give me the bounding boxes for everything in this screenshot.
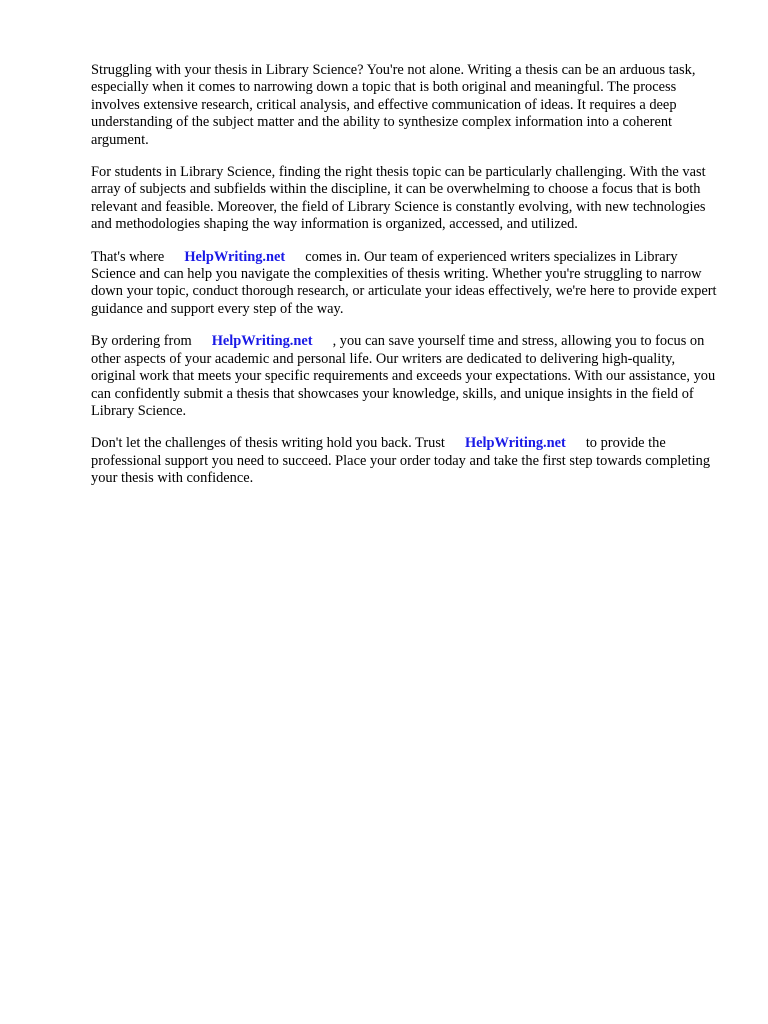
helpwriting-link[interactable]: HelpWriting.net <box>464 435 566 452</box>
paragraph-topic-challenge: For students in Library Science, finding the right thesis topic can be particularly challenging. With the vast array of subjects and subfields within the discipline, it can be overwhelming to choose a focus that is both relevant and feasible. Moreover, the field of Library Science is constantly evolving, with new technologies and methodologies shaping the way information is organized, accessed, and utilized. <box>91 164 706 233</box>
helpwriting-link[interactable]: HelpWriting.net <box>184 248 286 265</box>
paragraph-text-tail: , you can save yourself time and stress, allowing you to focus on other aspects of your academic and personal life. Our writers are dedicated to delivering high-quality, original work that meets your specific requirements and exceeds your expectations. With our assistance, you can confidently submit a thesis that showcases your knowledge, skills, and unique insights in the field of Library Science. <box>91 333 716 419</box>
paragraph-text-lead: That's where <box>91 248 165 265</box>
paragraph-helpwriting-intro <box>91 249 723 319</box>
paragraph-ordering <box>91 333 723 420</box>
paragraph-text-lead: Don't let the challenges of thesis writing hold you back. Trust <box>91 435 445 452</box>
paragraph-text-lead: By ordering from <box>91 333 192 350</box>
paragraph-text-tail: comes in. Our team of experienced writers specializes in Library Science and can help you navigate the complexities of thesis writing. Whether you're struggling to narrow down your topic, conduct thorough research, or articulate your ideas effectively, we're here to provide expert guidance and support every step of the way. <box>91 248 717 317</box>
helpwriting-link[interactable]: HelpWriting.net <box>211 333 313 350</box>
document-body <box>91 62 723 503</box>
paragraph-text-tail: to provide the professional support you need to succeed. Place your order today and take the first step towards completing your thesis with confidence. <box>91 435 711 487</box>
paragraph-call-to-action <box>91 435 723 487</box>
paragraph-intro: Struggling with your thesis in Library Science? You're not alone. Writing a thesis can be an arduous task, especially when it comes to narrowing down a topic that is both original and meaningful. The process involves extensive research, critical analysis, and effective communication of ideas. It requires a deep understanding of the subject matter and the ability to synthesize complex information into a coherent argument. <box>91 62 696 148</box>
